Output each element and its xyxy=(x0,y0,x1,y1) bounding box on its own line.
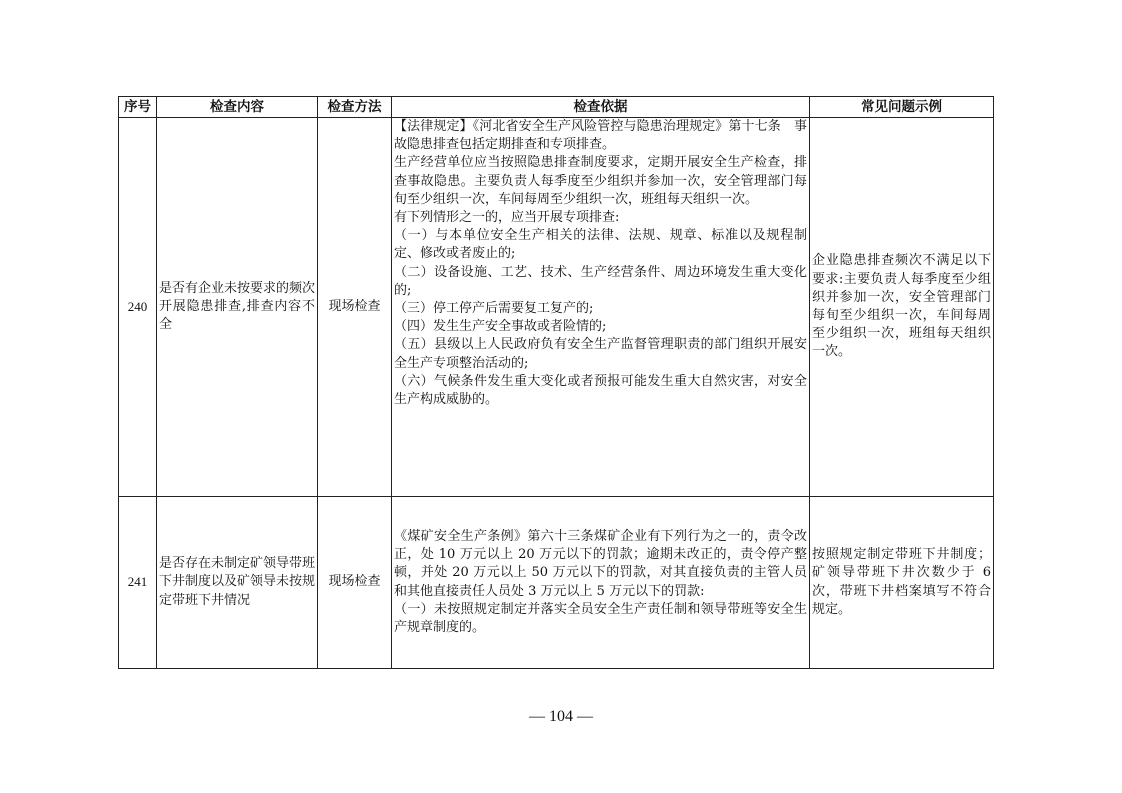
row-number: 241 xyxy=(119,497,157,669)
basis-paragraph: （六）气候条件发生重大变化或者预报可能发生重大自然灾害，对安全生产构成威胁的。 xyxy=(394,373,807,408)
page-number: — 104 — xyxy=(529,708,593,725)
header-method: 检查方法 xyxy=(318,97,392,118)
check-content: 是否有企业未按要求的频次开展隐患排查,排查内容不全 xyxy=(157,118,318,497)
header-num: 序号 xyxy=(119,97,157,118)
header-issues: 常见问题示例 xyxy=(810,97,994,118)
basis-paragraph: （二）设备设施、工艺、技术、生产经营条件、周边环境发生重大变化的; xyxy=(394,264,807,298)
table-row xyxy=(119,497,994,669)
basis-paragraph: （四）发生生产安全事故或者险情的; xyxy=(394,319,607,335)
basis-paragraph: （五）县级以上人民政府负有安全生产监督管理职责的部门组织开展安全生产专项整治活动的; xyxy=(394,337,807,371)
basis-paragraph: （三）停工停产后需要复工复产的; xyxy=(394,301,594,317)
check-method: 现场检查 xyxy=(318,118,392,497)
check-basis xyxy=(392,497,810,669)
check-content: 是否存在未制定矿领导带班下井制度以及矿领导未按规定带班下井情况 xyxy=(157,497,318,669)
basis-paragraph: （一）与本单位安全生产相关的法律、法规、规章、标准以及规程制定、修改或者废止的; xyxy=(394,228,807,262)
header-content: 检查内容 xyxy=(157,97,318,118)
check-basis xyxy=(392,118,810,497)
basis-paragraph: 【法律规定】《河北省安全生产风险管控与隐患治理规定》第十七条 事故隐患排查包括定期排查和专项排查。 xyxy=(394,119,807,153)
header-basis: 检查依据 xyxy=(392,97,810,118)
basis-paragraph: （一）未按照规定制定并落实全员安全生产责任制和领导带班等安全生产规章制度的。 xyxy=(394,601,807,635)
basis-paragraph: 《煤矿安全生产条例》第六十三条煤矿企业有下列行为之一的，责令改正，处 10 万元以上 20 万元以下的罚款；逾期未改正的，责令停产整顿，并处 20 万元以上 50 万元以下的罚款，对其直接负责的主管人员和其他直接责任人员处 3 万元以上 5 万元以下的罚款: xyxy=(394,528,807,599)
table-row xyxy=(119,118,994,497)
header-row xyxy=(119,97,994,118)
common-issues: 按照规定制定带班下井制度；矿领导带班下井次数少于 6 次，带班下井档案填写不符合规定。 xyxy=(810,497,994,669)
check-method: 现场检查 xyxy=(318,497,392,669)
basis-paragraph: 有下列情形之一的，应当开展专项排查: xyxy=(394,210,620,226)
common-issues: 企业隐患排查频次不满足以下要求:主要负责人每季度至少组织并参加一次，安全管理部门每旬至少组织一次，车间每周至少组织一次，班组每天组织一次。 xyxy=(810,118,994,497)
inspection-table xyxy=(118,96,994,669)
row-number: 240 xyxy=(119,118,157,497)
basis-paragraph: 生产经营单位应当按照隐患排查制度要求，定期开展安全生产检查，排查事故隐患。主要负责人每季度至少组织并参加一次，安全管理部门每旬至少组织一次，车间每周至少组织一次，班组每天组织一次。 xyxy=(394,155,807,207)
